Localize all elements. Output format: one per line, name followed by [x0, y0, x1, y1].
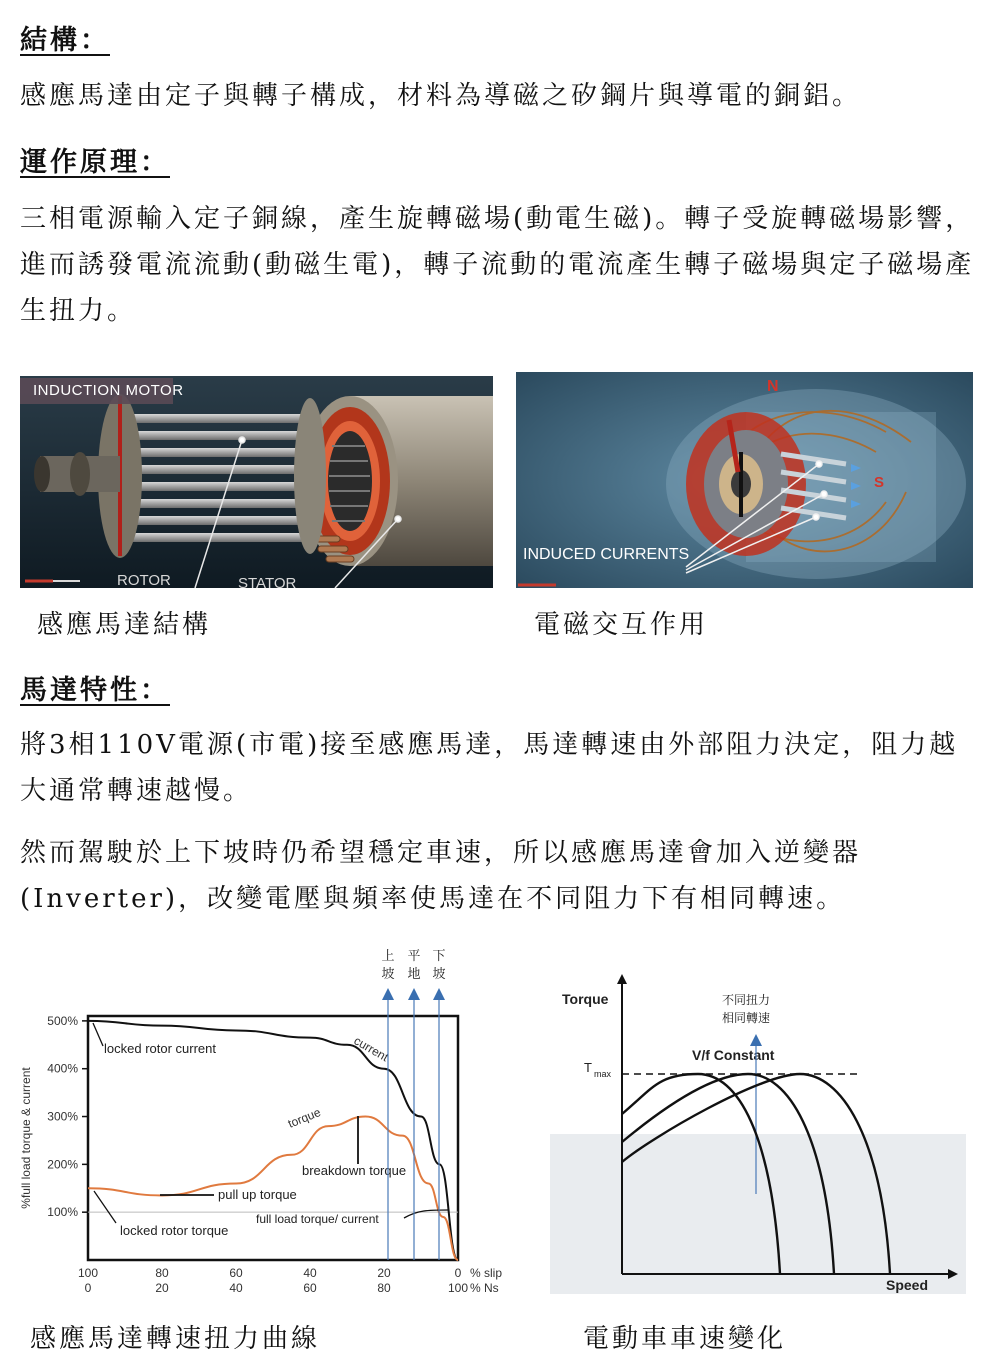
marker-label-bottom: 地 — [407, 967, 421, 982]
vf-label: V/f Constant — [692, 1047, 775, 1063]
principle-body: 三相電源輸入定子銅線，產生旋轉磁場(動電生磁)。轉子受旋轉磁場影響，進而誘發電流流動(動磁生電)，轉子流動的電流產生轉子磁場與定子磁場產生扭力。 — [20, 204, 975, 326]
induction-motor-tag: INDUCTION MOTOR — [33, 382, 184, 399]
current-curve-label: current — [351, 1033, 391, 1065]
structure-heading: 結構： — [20, 25, 110, 56]
characteristics-body-2: 然而駕駛於上下坡時仍希望穩定車速，所以感應馬達會加入逆變器(Inverter)，改變電壓與頻率使馬達在不同阻力下有相同轉速。 — [20, 838, 862, 914]
vf-svg — [550, 966, 966, 1294]
marker-arrow — [433, 988, 445, 1000]
y-tick-label: 300% — [47, 1109, 78, 1124]
marker-arrow — [382, 988, 394, 1000]
speed-torque-chart — [18, 948, 518, 1300]
speed-torque-caption: 感應馬達轉速扭力曲線 — [30, 1324, 321, 1354]
y-tick-label: 500% — [47, 1013, 78, 1028]
marker-arrow — [408, 988, 420, 1000]
note-line-1: 不同扭力 — [722, 993, 771, 1007]
x-slip-tick-label: 20 — [377, 1266, 391, 1280]
x-slip-tick-label: 40 — [303, 1266, 317, 1280]
x-ns-tick-label: 0 — [84, 1281, 92, 1295]
south-pole-label: S — [874, 474, 885, 491]
induction-motor-photo — [20, 376, 493, 588]
marker-label-bottom: 坡 — [381, 967, 395, 982]
marker-label-top: 下 — [432, 949, 446, 964]
speed-torque-svg — [18, 948, 518, 1300]
torque-curve-label: torque — [285, 1105, 323, 1131]
x-slip-tick-label: 60 — [229, 1266, 243, 1280]
marker-label-top: 平 — [407, 949, 421, 964]
x-slip-label: % slip — [470, 1266, 503, 1280]
x-ns-tick-label: 60 — [303, 1281, 317, 1295]
stator-label: STATOR — [238, 575, 297, 588]
x-ns-label: % Ns — [470, 1281, 499, 1295]
x-axis-label: Speed — [886, 1277, 929, 1293]
y-axis-label: %full load torque & current — [19, 1067, 33, 1209]
principle-heading: 運作原理： — [20, 147, 170, 178]
marker-label-bottom: 坡 — [432, 967, 446, 982]
x-ns-tick-label: 80 — [377, 1281, 391, 1295]
note-line-2: 相同轉速 — [722, 1011, 771, 1025]
y-tick-label: 100% — [47, 1205, 78, 1220]
x-slip-tick-label: 0 — [454, 1266, 462, 1280]
motor-structure-caption: 感應馬達結構 — [37, 610, 212, 640]
electromagnetic-photo — [516, 372, 973, 588]
locked-rotor-torque-label: locked rotor torque — [120, 1223, 229, 1238]
tmax-subscript: max — [594, 1069, 612, 1079]
y-axis-label: Torque — [562, 991, 609, 1007]
rotor-label: ROTOR — [117, 572, 171, 588]
characteristics-body-1: 將3相110V電源(市電)接至感應馬達，馬達轉速由外部阻力決定，阻力越大通常轉速越慢。 — [20, 730, 959, 806]
characteristics-heading: 馬達特性： — [20, 675, 170, 706]
y-tick-label: 200% — [47, 1157, 78, 1172]
em-interaction-caption: 電磁交互作用 — [534, 610, 709, 640]
north-pole-label: N — [767, 378, 779, 395]
vf-chart — [550, 966, 966, 1294]
vf-caption: 電動車車速變化 — [583, 1324, 787, 1354]
full-load-label: full load torque/ current — [256, 1212, 379, 1226]
structure-body: 感應馬達由定子與轉子構成，材料為導磁之矽鋼片與導電的銅鋁。 — [20, 81, 862, 111]
pull-up-torque-label: pull up torque — [218, 1187, 297, 1202]
x-slip-tick-label: 100 — [77, 1266, 99, 1280]
y-tick-label: 400% — [47, 1061, 78, 1076]
x-ns-tick-label: 100 — [447, 1281, 469, 1295]
locked-rotor-current-label: locked rotor current — [104, 1041, 216, 1056]
x-ns-tick-label: 40 — [229, 1281, 243, 1295]
x-slip-tick-label: 80 — [155, 1266, 169, 1280]
tmax-label: T — [584, 1060, 592, 1075]
breakdown-torque-label: breakdown torque — [302, 1163, 407, 1178]
marker-label-top: 上 — [381, 949, 395, 964]
induced-currents-tag: INDUCED CURRENTS — [523, 546, 690, 563]
x-ns-tick-label: 20 — [155, 1281, 169, 1295]
